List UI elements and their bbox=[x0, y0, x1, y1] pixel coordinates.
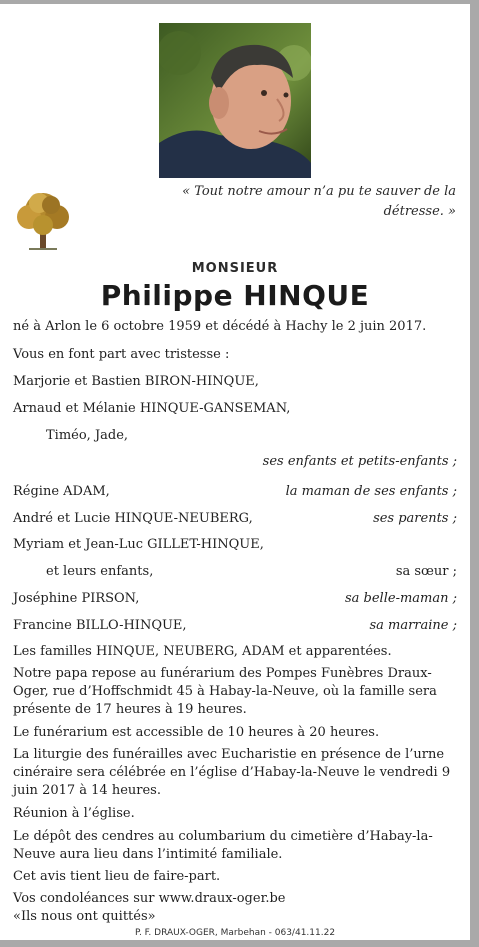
family-name: Joséphine PIRSON, bbox=[13, 591, 140, 606]
paragraph-ashes: Le dépôt des cendres au columbarium du cimetière d’Habay-la-Neuve aura lieu dans l’intimité familiale. bbox=[13, 829, 433, 862]
family-name: Francine BILLO-HINQUE, bbox=[13, 618, 187, 633]
portrait-photo bbox=[159, 23, 311, 178]
family-relation: la maman de ses enfants ; bbox=[285, 484, 457, 499]
family-relation: ses enfants et petits-enfants ; bbox=[262, 454, 457, 469]
footer-credit: P. F. DRAUX-OGER, Marbehan - 063/41.11.22 bbox=[134, 928, 336, 938]
birth-death-line: né à Arlon le 6 octobre 1959 et décédé à Hachy le 2 juin 2017. bbox=[13, 319, 427, 334]
deceased-name: Philippe HINQUE bbox=[100, 279, 370, 312]
family-name: André et Lucie HINQUE-NEUBERG, bbox=[13, 511, 253, 526]
paragraph-condolences: Vos condoléances sur www.draux-oger.be bbox=[13, 891, 286, 906]
family-relation: sa belle-maman ; bbox=[344, 591, 457, 606]
paragraph-liturgy: La liturgie des funérailles avec Eucharistie en présence de l’urne cinéraire sera célébrée en l’église d’Habay-la-Neuve le vendredi 9 juin 2017 à 14 heures. bbox=[13, 747, 451, 798]
family-member bbox=[13, 483, 457, 501]
paragraph-hours: Le funérarium est accessible de 10 heures à 20 heures. bbox=[13, 725, 380, 740]
family-name: et leurs enfants, bbox=[46, 564, 154, 579]
tree-icon bbox=[9, 189, 77, 253]
family-name: Arnaud et Mélanie HINQUE-GANSEMAN, bbox=[13, 401, 291, 416]
paragraph-notice: Cet avis tient lieu de faire-part. bbox=[13, 869, 221, 884]
family-member bbox=[13, 400, 457, 418]
family-member bbox=[13, 590, 457, 608]
announcement-line: Vous en font part avec tristesse : bbox=[13, 347, 230, 362]
family-member bbox=[13, 373, 457, 391]
paragraph-meeting: Réunion à l’église. bbox=[13, 806, 135, 821]
family-member bbox=[46, 563, 457, 581]
paragraph-label: «Ils nous ont quittés» bbox=[13, 909, 156, 924]
family-relation: sa sœur ; bbox=[395, 564, 457, 579]
family-member bbox=[13, 617, 457, 635]
family-member bbox=[46, 427, 457, 445]
family-relation: sa marraine ; bbox=[369, 618, 457, 633]
title-prefix: MONSIEUR bbox=[191, 261, 279, 276]
family-name: Myriam et Jean-Luc GILLET-HINQUE, bbox=[13, 537, 264, 552]
family-member bbox=[13, 510, 457, 528]
family-member bbox=[13, 536, 457, 554]
paragraph-families: Les familles HINQUE, NEUBERG, ADAM et apparentées. bbox=[13, 644, 392, 659]
family-name: Régine ADAM, bbox=[13, 484, 110, 499]
paragraph-funerarium: Notre papa repose au funérarium des Pompes Funèbres Draux-Oger, rue d’Hoffschmidt 45 à Habay-la-Neuve, où la famille sera présente de 17 heures à 19 heures. bbox=[13, 666, 437, 717]
family-name: Marjorie et Bastien BIRON-HINQUE, bbox=[13, 374, 259, 389]
memorial-quote: « Tout notre amour n’a pu te sauver de la détresse. » bbox=[182, 184, 456, 219]
family-relation: ses parents ; bbox=[373, 511, 457, 526]
family-name: Timéo, Jade, bbox=[46, 428, 129, 443]
